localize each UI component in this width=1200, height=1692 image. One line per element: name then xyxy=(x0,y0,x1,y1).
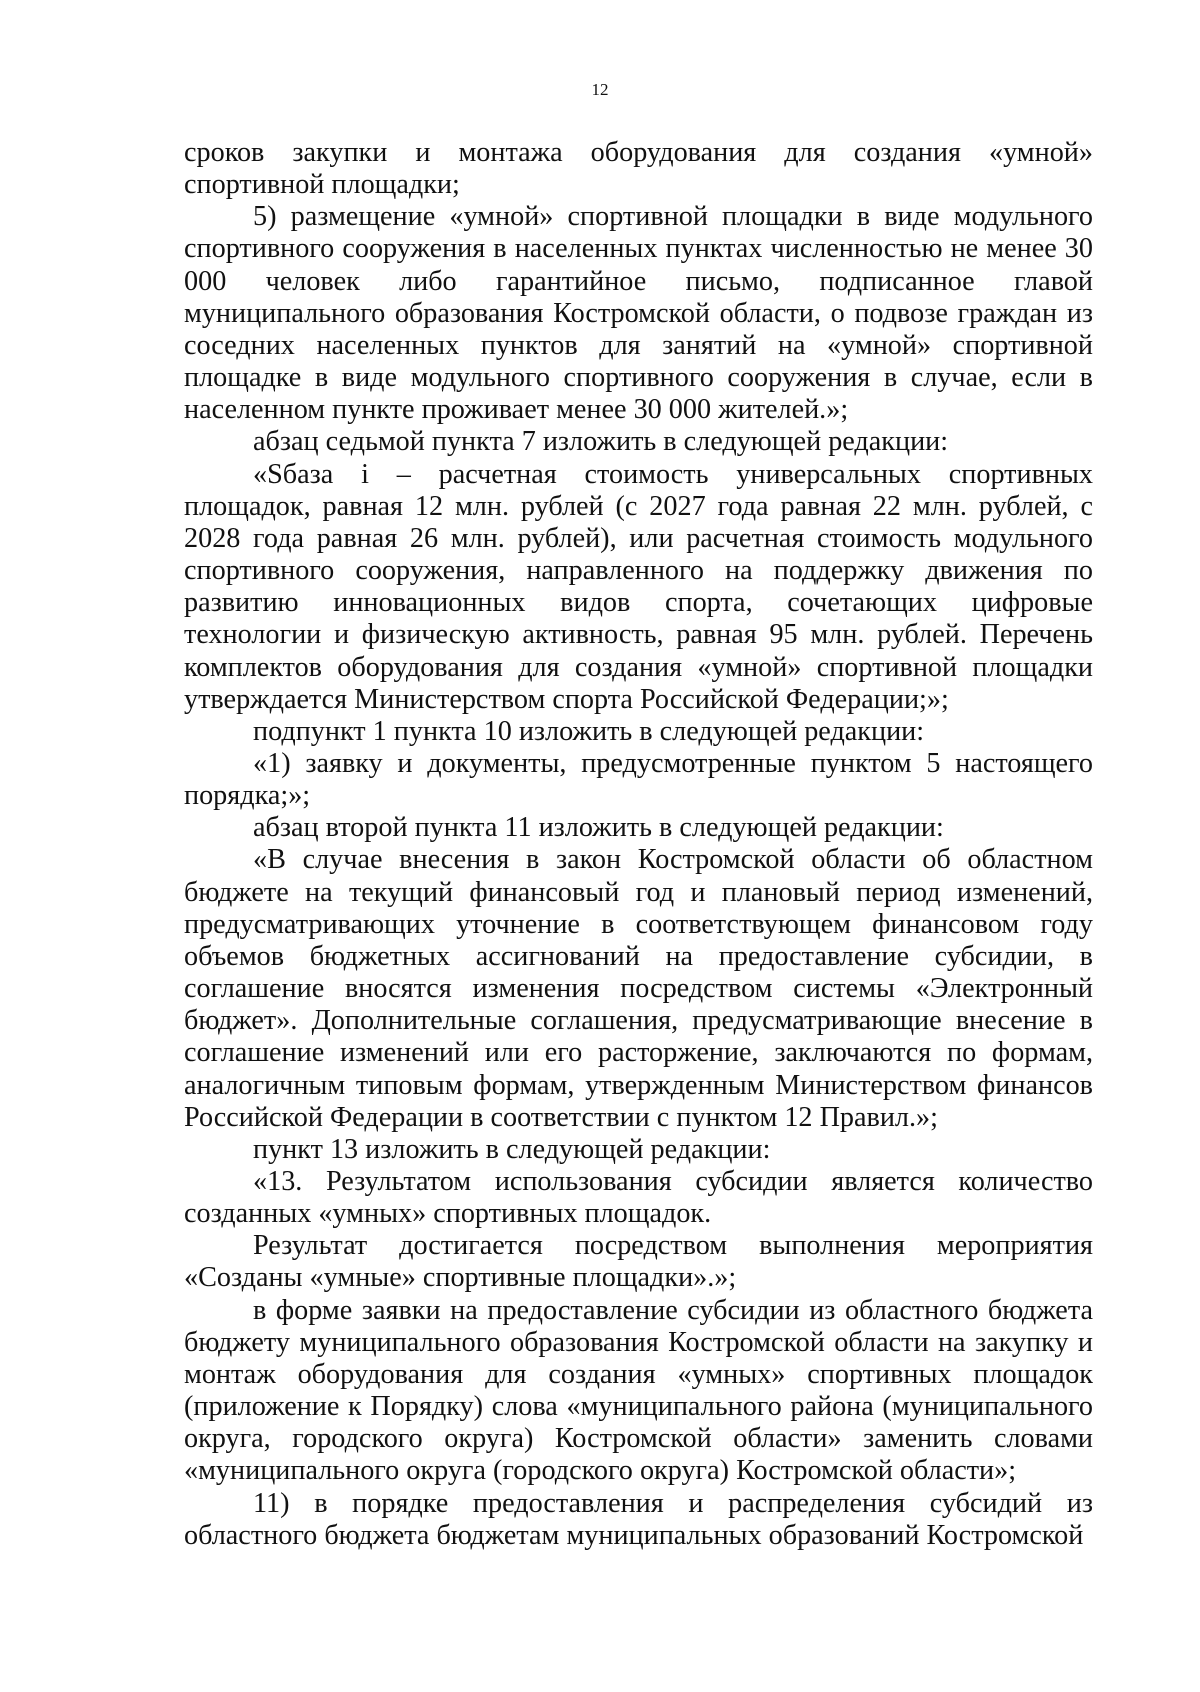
paragraph: «13. Результатом использования субсидии является количество созданных «умных» спортивных площадок. xyxy=(184,1166,1093,1230)
paragraph: «В случае внесения в закон Костромской области об областном бюджете на текущий финансовый год и плановый период изменений, предусматривающих уточнение в соответствующем финансовом году объемов бюджетных ассигнований на предоставление субсидии, в соглашение вносятся изменения посредством системы «Электронный бюджет». Дополнительные соглашения, предусматривающие внесение в соглашение изменений или его расторжение, заключаются по формам, аналогичным типовым формам, утвержденным Министерством финансов Российской Федерации в соответствии с пунктом 12 Правил.»; xyxy=(184,844,1093,1133)
paragraph: пункт 13 изложить в следующей редакции: xyxy=(253,1133,771,1165)
document-body xyxy=(184,137,1093,1552)
paragraph: сроков закупки и монтажа оборудования для создания «умной» спортивной площадки; xyxy=(184,137,1093,201)
paragraph: абзац второй пункта 11 изложить в следующей редакции: xyxy=(253,812,944,844)
paragraph: «Sбаза i – расчетная стоимость универсальных спортивных площадок, равная 12 млн. рублей (с 2027 года равная 22 млн. рублей, с 2028 года равная 26 млн. рублей), или расчетная стоимость модульного спортивного сооружения, направленного на поддержку движения по развитию инновационных видов спорта, сочетающих цифровые технологии и физическую активность, равная 95 млн. рублей. Перечень комплектов оборудования для создания «умной» спортивной площадки утверждается Министерством спорта Российской Федерации;»; xyxy=(184,458,1093,715)
paragraph: Результат достигается посредством выполнения мероприятия «Созданы «умные» спортивные площадки».»; xyxy=(184,1230,1093,1294)
paragraph: 5) размещение «умной» спортивной площадки в виде модульного спортивного сооружения в населенных пунктах численностью не менее 30 000 человек либо гарантийное письмо, подписанное главой муниципального образования Костромской области, о подвозе граждан из соседних населенных пунктов для занятий на «умной» спортивной площадке в виде модульного спортивного сооружения в случае, если в населенном пункте проживает менее 30 000 жителей.»; xyxy=(184,201,1093,426)
paragraph: подпункт 1 пункта 10 изложить в следующей редакции: xyxy=(253,715,925,747)
paragraph: 11) в порядке предоставления и распределения субсидий из областного бюджета бюджетам муниципальных образований Костромской xyxy=(184,1487,1093,1551)
paragraph: «1) заявку и документы, предусмотренные пунктом 5 настоящего порядка;»; xyxy=(184,747,1093,812)
page-number: 12 xyxy=(591,80,609,99)
paragraph: в форме заявки на предоставление субсидии из областного бюджета бюджету муниципального образования Костромской области на закупку и монтаж оборудования для создания «умных» спортивных площадок (приложение к Порядку) слова «муниципального района (муниципального округа, городского округа) Костромской области» заменить словами «муниципального округа (городского округа) Костромской области»; xyxy=(184,1294,1093,1487)
paragraph: абзац седьмой пункта 7 изложить в следующей редакции: xyxy=(253,426,949,458)
